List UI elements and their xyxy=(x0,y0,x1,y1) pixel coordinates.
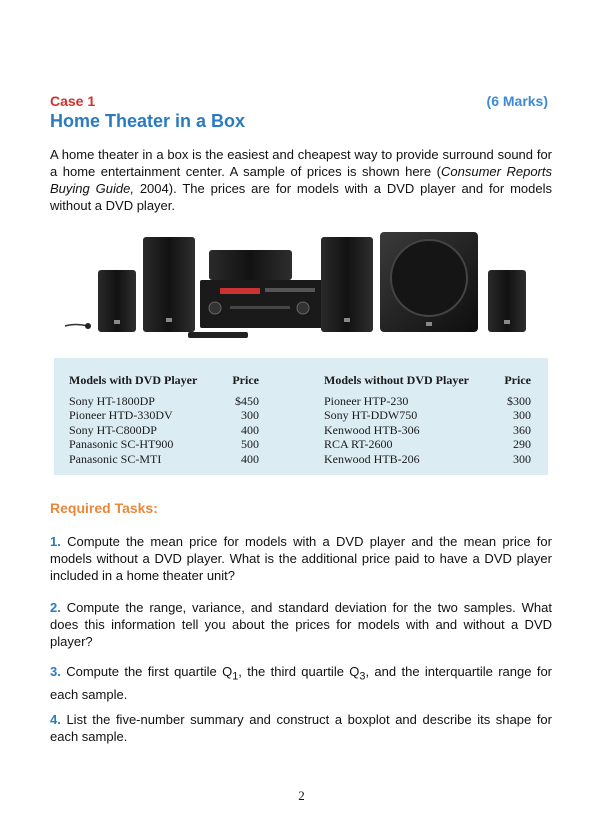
with-dvd-models-column xyxy=(69,373,197,466)
intro-paragraph xyxy=(50,146,552,214)
intro-source: Consumer Reports Buying Guide, xyxy=(50,164,552,196)
case-label: Case 1 xyxy=(50,93,96,109)
table-cell: 400 xyxy=(241,422,259,437)
table-cell: 300 xyxy=(241,408,259,422)
price-table xyxy=(54,358,548,475)
task-4 xyxy=(50,711,552,745)
task-text: Compute the mean price for models with a DVD player and the mean price for models without a DVD player. What is the additional price paid to have a DVD player included in a home theater unit? xyxy=(50,534,552,583)
table-cell: Panasonic SC-HT900 xyxy=(69,437,174,451)
table-cell: 500 xyxy=(241,437,259,451)
table-cell: 400 xyxy=(241,451,259,466)
q3-subscript: 3 xyxy=(359,670,366,683)
table-cell: 360 xyxy=(513,422,531,437)
table-cell: RCA RT-2600 xyxy=(324,437,393,451)
with-dvd-model-header: Models with DVD Player xyxy=(69,373,198,387)
table-cell: Pioneer HTP-230 xyxy=(324,393,409,408)
table-cell: 300 xyxy=(513,451,531,466)
task-number: 2. xyxy=(50,600,61,615)
table-cell: Sony HT-1800DP xyxy=(69,393,155,408)
table-cell: Sony HT-C800DP xyxy=(69,422,157,437)
q1-subscript: 1 xyxy=(232,670,239,683)
with-dvd-price-header: Price xyxy=(232,373,259,387)
without-dvd-model-header: Models without DVD Player xyxy=(324,373,469,387)
intro-text-1: A home theater in a box is the easiest and cheapest way to provide surround sound for a home entertainment center. A sample of prices is shown here ( xyxy=(50,147,552,179)
required-tasks-heading: Required Tasks: xyxy=(50,500,158,516)
table-cell: Panasonic SC-MTI xyxy=(69,451,162,466)
task-text: Compute the first quartile Q xyxy=(66,664,233,679)
task-text: List the five-number summary and construct a boxplot and describe its shape for each sample. xyxy=(50,712,552,744)
task-text: Compute the range, variance, and standard deviation for the two samples. What does this information tell you about the prices for models with and without a DVD player? xyxy=(50,600,552,649)
task-text: , the third quartile Q xyxy=(238,664,360,679)
with-dvd-prices-column xyxy=(214,373,259,466)
task-number: 4. xyxy=(50,712,61,727)
task-number: 3. xyxy=(50,664,61,679)
case-title: Home Theater in a Box xyxy=(50,111,246,131)
table-cell: Kenwood HTB-206 xyxy=(324,451,420,466)
intro-text-2: 2004). The prices are for models with a DVD player and for models without a DVD player. xyxy=(50,181,552,213)
marks-label: (6 Marks) xyxy=(486,93,548,109)
without-dvd-prices-column xyxy=(484,373,531,466)
table-cell: 300 xyxy=(513,408,531,422)
without-dvd-price-header: Price xyxy=(504,373,531,387)
table-cell: 290 xyxy=(513,437,531,451)
page-number: 2 xyxy=(298,788,305,803)
task-2 xyxy=(50,599,552,650)
task-3 xyxy=(50,663,552,703)
task-1 xyxy=(50,533,552,584)
table-cell: Sony HT-DDW750 xyxy=(324,408,418,422)
table-cell: $450 xyxy=(235,393,259,408)
task-text: , and the interquartile range for each sample. xyxy=(50,664,552,702)
home-theater-image xyxy=(60,228,540,346)
without-dvd-models-column xyxy=(324,373,469,466)
table-cell: $300 xyxy=(507,393,531,408)
table-cell: Pioneer HTD-330DV xyxy=(69,408,173,422)
task-number: 1. xyxy=(50,534,61,549)
table-cell: Kenwood HTB-306 xyxy=(324,422,420,437)
